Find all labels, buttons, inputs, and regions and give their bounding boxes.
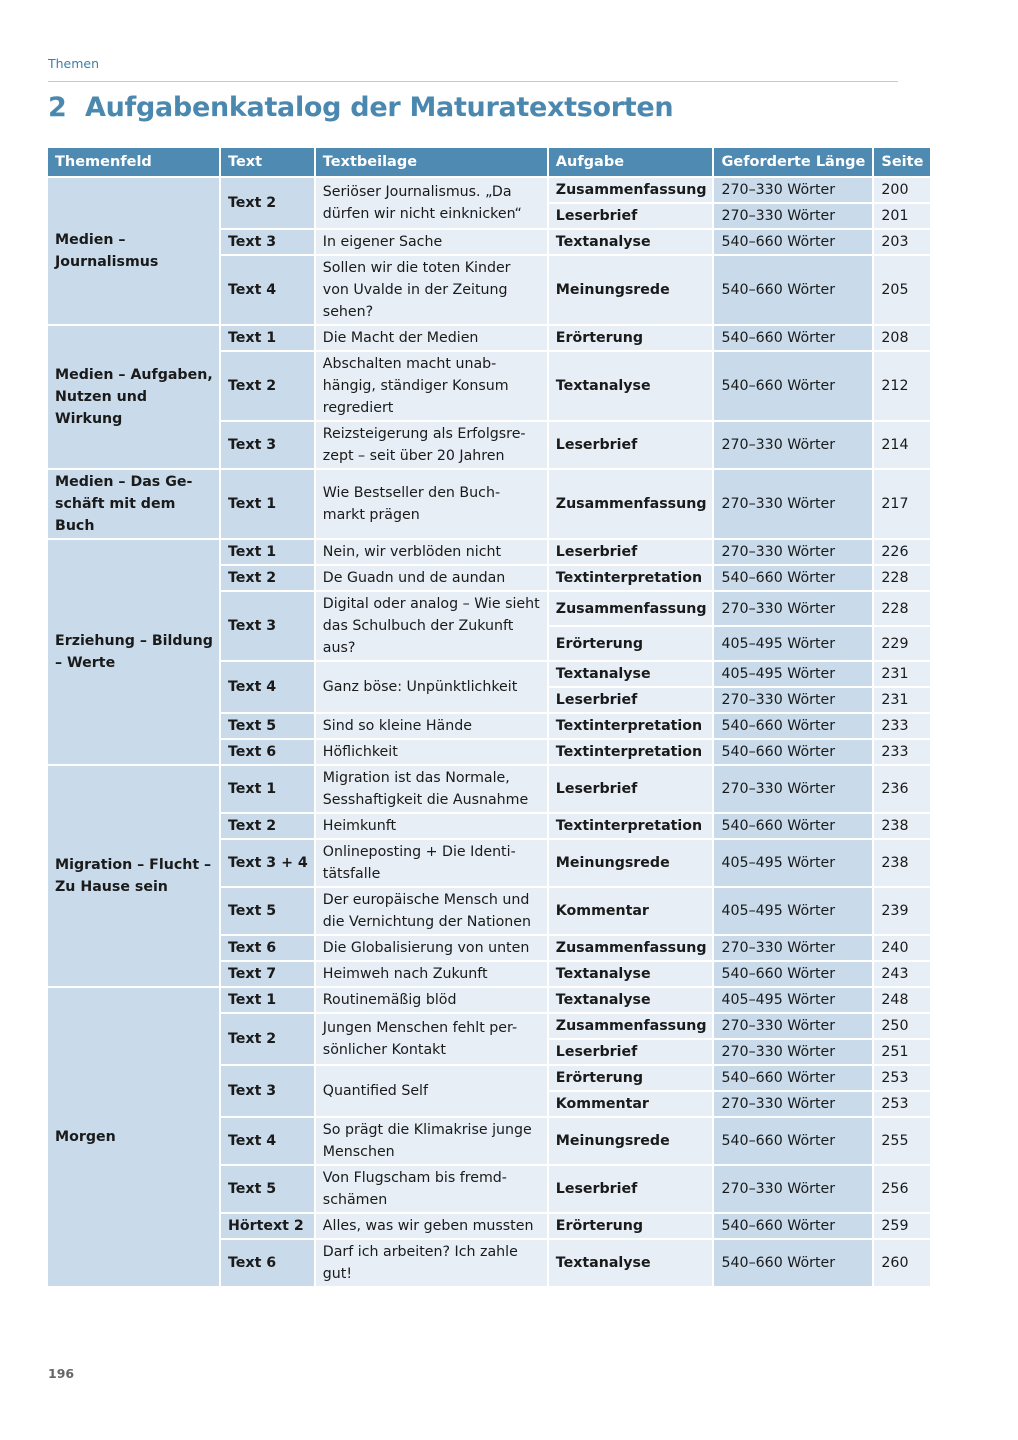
laenge-cell: 270–330 Wörter [714,540,872,564]
laenge-cell: 270–330 Wörter [714,178,872,202]
aufgabe-cell: Textanalyse [549,230,713,254]
text-cell: Text 1 [221,470,314,538]
table-row [48,766,930,812]
header-geforderte-laenge: Geforderte Länge [714,148,872,176]
seite-cell: 233 [874,740,930,764]
text-cell: Text 4 [221,662,314,712]
table-row [48,326,930,350]
text-cell: Text 2 [221,566,314,590]
laenge-cell: 540–660 Wörter [714,814,872,838]
text-cell: Text 1 [221,766,314,812]
header-themenfeld: Themenfeld [48,148,219,176]
themenfeld-cell: Morgen [48,988,219,1286]
laenge-cell: 270–330 Wörter [714,204,872,228]
chapter-number: 2 [48,92,67,123]
chapter-title-text: Aufgabenkatalog der Maturatextsorten [85,92,674,123]
seite-cell: 200 [874,178,930,202]
laenge-cell: 405–495 Wörter [714,627,872,660]
seite-cell: 228 [874,566,930,590]
seite-cell: 236 [874,766,930,812]
laenge-cell: 270–330 Wörter [714,592,872,625]
seite-cell: 208 [874,326,930,350]
table-header-row [48,148,930,176]
aufgabe-cell: Kommentar [549,888,713,934]
laenge-cell: 270–330 Wörter [714,1166,872,1212]
laenge-cell: 270–330 Wörter [714,1014,872,1038]
textbeilage-cell: Heimweh nach Zukunft [316,962,547,986]
table-row [48,988,930,1012]
textbeilage-cell: Sind so kleine Hände [316,714,547,738]
table-body [48,178,930,1286]
text-cell: Text 3 + 4 [221,840,314,886]
aufgabe-cell: Zusammenfassung [549,936,713,960]
aufgabe-cell: Textinterpretation [549,814,713,838]
laenge-cell: 540–660 Wörter [714,566,872,590]
textbeilage-cell: Digital oder analog – Wie sieht das Schulbuch der Zukunft aus? [316,592,547,660]
laenge-cell: 540–660 Wörter [714,1214,872,1238]
seite-cell: 229 [874,627,930,660]
textbeilage-cell: Quantified Self [316,1066,547,1116]
aufgabe-cell: Zusammenfassung [549,592,713,625]
text-cell: Text 2 [221,352,314,420]
laenge-cell: 405–495 Wörter [714,662,872,686]
seite-cell: 240 [874,936,930,960]
page-number: 196 [48,1366,75,1381]
themenfeld-cell: Medien – Das Ge-schäft mit dem Buch [48,470,219,538]
text-cell: Text 3 [221,1066,314,1116]
textbeilage-cell: Ganz böse: Unpünktlichkeit [316,662,547,712]
laenge-cell: 540–660 Wörter [714,326,872,350]
seite-cell: 238 [874,814,930,838]
laenge-cell: 540–660 Wörter [714,256,872,324]
aufgabe-cell: Erörterung [549,1066,713,1090]
textbeilage-cell: Sollen wir die toten Kinder von Uvalde in der Zeitung sehen? [316,256,547,324]
text-cell: Text 2 [221,178,314,228]
seite-cell: 214 [874,422,930,468]
aufgabe-cell: Meinungsrede [549,840,713,886]
seite-cell: 259 [874,1214,930,1238]
aufgabe-cell: Leserbrief [549,1166,713,1212]
textbeilage-cell: Wie Bestseller den Buch-markt prägen [316,470,547,538]
laenge-cell: 270–330 Wörter [714,1092,872,1116]
laenge-cell: 540–660 Wörter [714,740,872,764]
laenge-cell: 270–330 Wörter [714,936,872,960]
seite-cell: 201 [874,204,930,228]
aufgabe-cell: Textanalyse [549,1240,713,1286]
aufgabe-cell: Textanalyse [549,662,713,686]
textbeilage-cell: Routinemäßig blöd [316,988,547,1012]
laenge-cell: 540–660 Wörter [714,714,872,738]
header-text: Text [221,148,314,176]
textbeilage-cell: Die Macht der Medien [316,326,547,350]
seite-cell: 233 [874,714,930,738]
textbeilage-cell: So prägt die Klimakrise junge Menschen [316,1118,547,1164]
seite-cell: 205 [874,256,930,324]
laenge-cell: 540–660 Wörter [714,230,872,254]
text-cell: Text 5 [221,1166,314,1212]
aufgabe-cell: Textinterpretation [549,714,713,738]
aufgabe-cell: Leserbrief [549,540,713,564]
textbeilage-cell: In eigener Sache [316,230,547,254]
seite-cell: 243 [874,962,930,986]
seite-cell: 260 [874,1240,930,1286]
laenge-cell: 540–660 Wörter [714,962,872,986]
laenge-cell: 270–330 Wörter [714,422,872,468]
textbeilage-cell: Die Globalisierung von unten [316,936,547,960]
aufgabe-cell: Zusammenfassung [549,470,713,538]
textbeilage-cell: Von Flugscham bis fremd-schämen [316,1166,547,1212]
text-cell: Text 2 [221,814,314,838]
aufgabe-cell: Zusammenfassung [549,1014,713,1038]
text-cell: Text 6 [221,1240,314,1286]
textbeilage-cell: Seriöser Journalismus. „Da dürfen wir nicht einknicken“ [316,178,547,228]
laenge-cell: 405–495 Wörter [714,888,872,934]
header-divider [48,81,898,82]
text-cell: Text 4 [221,256,314,324]
themenfeld-cell: Medien – Journalismus [48,178,219,324]
textbeilage-cell: Onlineposting + Die Identi-tätsfalle [316,840,547,886]
aufgabe-cell: Erörterung [549,326,713,350]
laenge-cell: 270–330 Wörter [714,1040,872,1064]
seite-cell: 231 [874,688,930,712]
aufgabe-cell: Textanalyse [549,988,713,1012]
seite-cell: 212 [874,352,930,420]
text-cell: Text 5 [221,888,314,934]
textbeilage-cell: Darf ich arbeiten? Ich zahle gut! [316,1240,547,1286]
aufgabe-cell: Leserbrief [549,204,713,228]
seite-cell: 251 [874,1040,930,1064]
seite-cell: 203 [874,230,930,254]
aufgabe-cell: Zusammenfassung [549,178,713,202]
themenfeld-cell: Medien – Aufgaben, Nutzen und Wirkung [48,326,219,468]
seite-cell: 253 [874,1092,930,1116]
themenfeld-cell: Migration – Flucht – Zu Hause sein [48,766,219,986]
textbeilage-cell: Nein, wir verblöden nicht [316,540,547,564]
textbeilage-cell: Reizsteigerung als Erfolgsre-zept – seit über 20 Jahren [316,422,547,468]
themenfeld-cell: Erziehung – Bildung – Werte [48,540,219,764]
text-cell: Text 1 [221,540,314,564]
text-cell: Text 4 [221,1118,314,1164]
textbeilage-cell: Höflichkeit [316,740,547,764]
seite-cell: 255 [874,1118,930,1164]
seite-cell: 239 [874,888,930,934]
table-row [48,178,930,202]
text-cell: Text 6 [221,740,314,764]
textbeilage-cell: Alles, was wir geben mussten [316,1214,547,1238]
text-cell: Text 7 [221,962,314,986]
laenge-cell: 540–660 Wörter [714,1066,872,1090]
header-aufgabe: Aufgabe [549,148,713,176]
seite-cell: 238 [874,840,930,886]
textbeilage-cell: Heimkunft [316,814,547,838]
page-title [48,92,673,123]
seite-cell: 253 [874,1066,930,1090]
laenge-cell: 270–330 Wörter [714,688,872,712]
laenge-cell: 540–660 Wörter [714,352,872,420]
aufgabe-cell: Kommentar [549,1092,713,1116]
seite-cell: 256 [874,1166,930,1212]
seite-cell: 250 [874,1014,930,1038]
text-cell: Text 3 [221,422,314,468]
seite-cell: 231 [874,662,930,686]
aufgabe-cell: Textinterpretation [549,566,713,590]
header-textbeilage: Textbeilage [316,148,547,176]
aufgabe-cell: Textinterpretation [549,740,713,764]
text-cell: Text 3 [221,230,314,254]
laenge-cell: 270–330 Wörter [714,766,872,812]
text-cell: Text 3 [221,592,314,660]
textbeilage-cell: Abschalten macht unab-hängig, ständiger Konsum regrediert [316,352,547,420]
text-cell: Text 1 [221,326,314,350]
aufgabe-cell: Meinungsrede [549,1118,713,1164]
textbeilage-cell: Jungen Menschen fehlt per-sönlicher Kontakt [316,1014,547,1064]
textbeilage-cell: Migration ist das Normale, Sesshaftigkeit die Ausnahme [316,766,547,812]
aufgabe-cell: Meinungsrede [549,256,713,324]
laenge-cell: 405–495 Wörter [714,988,872,1012]
seite-cell: 217 [874,470,930,538]
text-cell: Text 5 [221,714,314,738]
text-cell: Hörtext 2 [221,1214,314,1238]
table-row [48,470,930,538]
text-cell: Text 6 [221,936,314,960]
aufgabe-cell: Erörterung [549,627,713,660]
laenge-cell: 540–660 Wörter [714,1240,872,1286]
aufgabe-cell: Leserbrief [549,422,713,468]
textbeilage-cell: Der europäische Mensch und die Vernichtung der Nationen [316,888,547,934]
table-row [48,540,930,564]
seite-cell: 226 [874,540,930,564]
laenge-cell: 270–330 Wörter [714,470,872,538]
text-cell: Text 1 [221,988,314,1012]
aufgabe-cell: Textanalyse [549,352,713,420]
aufgabe-cell: Textanalyse [549,962,713,986]
laenge-cell: 405–495 Wörter [714,840,872,886]
text-cell: Text 2 [221,1014,314,1064]
aufgabe-cell: Leserbrief [549,1040,713,1064]
seite-cell: 248 [874,988,930,1012]
textbeilage-cell: De Guadn und de aundan [316,566,547,590]
task-catalog-table [46,146,932,1288]
aufgabe-cell: Leserbrief [549,766,713,812]
seite-cell: 228 [874,592,930,625]
laenge-cell: 540–660 Wörter [714,1118,872,1164]
running-head: Themen [48,56,100,71]
aufgabe-cell: Erörterung [549,1214,713,1238]
aufgabe-cell: Leserbrief [549,688,713,712]
header-seite: Seite [874,148,930,176]
